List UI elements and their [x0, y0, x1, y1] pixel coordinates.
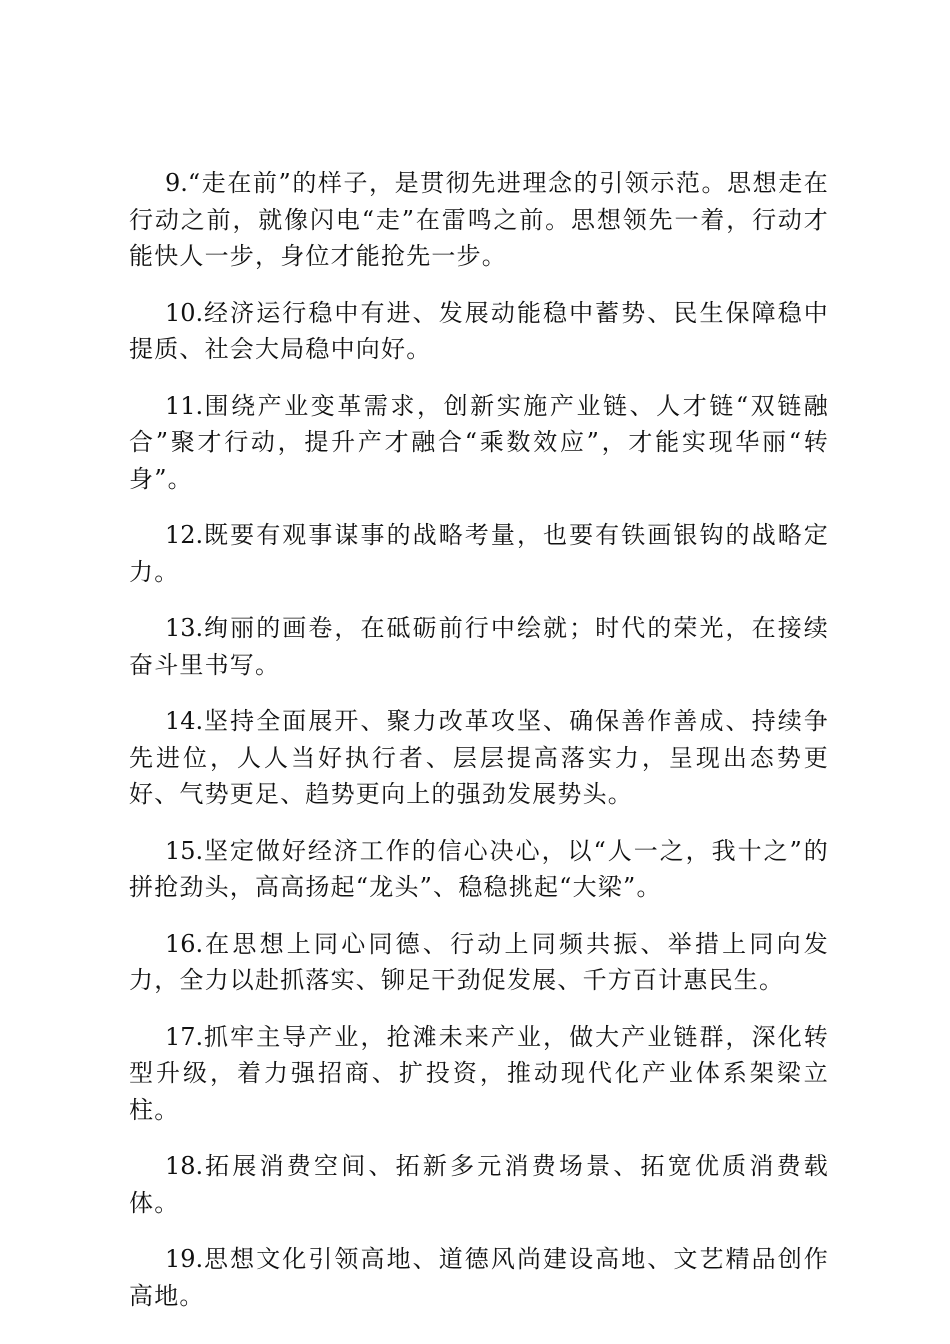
paragraph-14: [129, 703, 829, 813]
paragraph-number: 13.: [165, 614, 204, 642]
paragraph-number: 11.: [165, 391, 204, 420]
paragraph-text: 拓展消费空间、拓新多元消费场景、拓宽优质消费载体。: [129, 1152, 829, 1217]
paragraph-number: 9.: [165, 169, 188, 197]
paragraph-text: 在思想上同心同德、行动上同频共振、举措上同向发力，全力以赴抓落实、铆足干劲促发展、千方百计惠民生。: [129, 929, 829, 994]
paragraph-text: 坚持全面展开、聚力改革攻坚、确保善作善成、持续争先进位，人人当好执行者、层层提高落实力，呈现出态势更好、气势更足、趋势更向上的强劲发展势头。: [129, 707, 829, 808]
paragraph-18: [129, 1148, 829, 1221]
paragraph-11: [129, 388, 829, 498]
paragraph-text: 坚定做好经济工作的信心决心，以“人一之，我十之”的拼抢劲头，高高扬起“龙头”、稳稳挑起“大梁”。: [129, 836, 829, 901]
paragraph-15: [129, 833, 829, 906]
paragraph-text: 经济运行稳中有进、发展动能稳中蓄势、民生保障稳中提质、社会大局稳中向好。: [129, 298, 829, 363]
paragraph-number: 14.: [165, 707, 204, 735]
paragraph-16: [129, 926, 829, 999]
paragraph-text: 抓牢主导产业，抢滩未来产业，做大产业链群，深化转型升级，着力强招商、扩投资，推动现代化产业体系架梁立柱。: [129, 1022, 829, 1124]
paragraph-text: “走在前”的样子，是贯彻先进理念的引领示范。思想走在行动之前，就像闪电“走”在雷鸣之前。思想领先一着，行动才能快人一步，身位才能抢先一步。: [129, 169, 829, 270]
paragraph-17: [129, 1019, 829, 1129]
paragraph-10: [129, 295, 829, 368]
paragraph-text: 既要有观事谋事的战略考量，也要有铁画银钩的战略定力。: [129, 521, 829, 586]
paragraph-number: 17.: [165, 1022, 204, 1051]
paragraph-text: 围绕产业变革需求，创新实施产业链、人才链“双链融合”聚才行动，提升产才融合“乘数效应”，才能实现华丽“转身”。: [129, 391, 829, 493]
paragraph-text: 绚丽的画卷，在砥砺前行中绘就；时代的荣光，在接续奋斗里书写。: [129, 614, 829, 679]
paragraph-13: [129, 610, 829, 683]
paragraph-text: 思想文化引领高地、道德风尚建设高地、文艺精品创作高地。: [129, 1245, 829, 1310]
paragraph-19: [129, 1241, 829, 1314]
paragraph-number: 18.: [165, 1152, 204, 1180]
paragraph-number: 16.: [165, 929, 204, 958]
document-body: [129, 165, 829, 1334]
paragraph-12: [129, 517, 829, 590]
paragraph-number: 10.: [165, 298, 204, 327]
paragraph-9: [129, 165, 829, 275]
paragraph-number: 19.: [165, 1245, 204, 1273]
paragraph-number: 15.: [165, 836, 204, 865]
paragraph-number: 12.: [165, 521, 204, 549]
